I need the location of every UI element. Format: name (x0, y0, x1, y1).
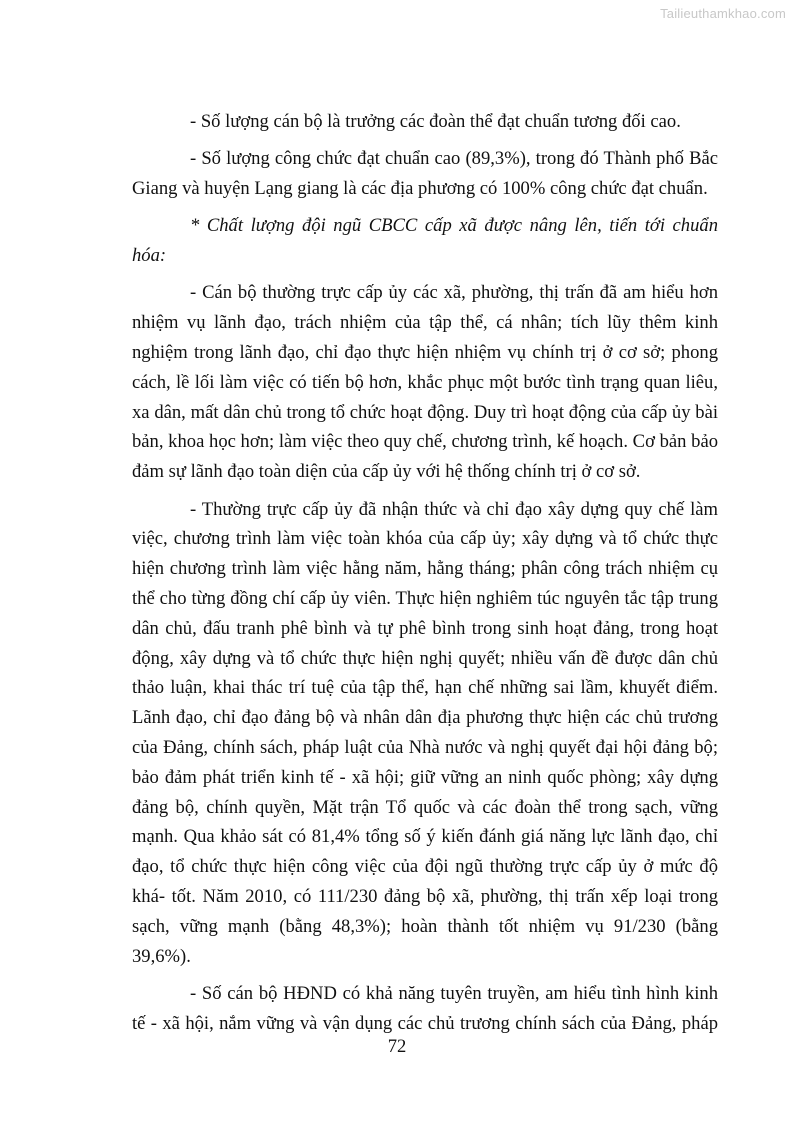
paragraph-1: - Số lượng cán bộ là trưởng các đoàn thể đạt chuẩn tương đối cao. (190, 111, 681, 132)
paragraph-4: - Thường trực cấp ủy đã nhận thức và chỉ đạo xây dựng quy chế làm việc, chương trình làm việc toàn khóa của cấp ủy; xây dựng và tổ chức thực hiện chương trình làm việc hằng năm, hằng tháng; phân công trách nhiệm cụ thể cho từng đồng chí cấp ủy viên. Thực hiện nghiêm túc nguyên tắc tập trung dân chủ, đấu tranh phê bình và tự phê bình trong sinh hoạt đảng, trong hoạt động, xây dựng và tổ chức thực hiện nghị quyết; nhiều vấn đề được dân chủ thảo luận, khai thác trí tuệ của tập thể, hạn chế những sai lầm, khuyết điểm. Lãnh đạo, chỉ đạo đảng bộ và nhân dân địa phương thực hiện các chủ trương của Đảng, chính sách, pháp luật của Nhà nước và nghị quyết đại hội đảng bộ; bảo đảm phát triển kinh tế - xã hội; giữ vững an ninh quốc phòng; xây dựng đảng bộ, chính quyền, Mặt trận Tổ quốc và các đoàn thể trong sạch, vững mạnh. Qua khảo sát có 81,4% tổng số ý kiến đánh giá năng lực lãnh đạo, chỉ đạo, tổ chức thực hiện công việc của đội ngũ thường trực cấp ủy ở mức độ khá- tốt. Năm 2010, có 111/230 đảng bộ xã, phường, thị trấn xếp loại trong sạch, vững mạnh (bằng 48,3%); hoàn thành tốt nhiệm vụ 91/230 (bằng 39,6%). (132, 498, 718, 967)
paragraph-3: - Cán bộ thường trực cấp ủy các xã, phường, thị trấn đã am hiểu hơn nhiệm vụ lãnh đạo, trách nhiệm của tập thể, cá nhân; tích lũy thêm kinh nghiệm trong lãnh đạo, chỉ đạo thực hiện nhiệm vụ chính trị ở cơ sở; phong cách, lề lối làm việc có tiến bộ hơn, khắc phục một bước tình trạng quan liêu, xa dân, mất dân chủ trong tổ chức hoạt động. Duy trì hoạt động của cấp ủy bài bản, khoa học hơn; làm việc theo quy chế, chương trình, kế hoạch. Cơ bản bảo đảm sự lãnh đạo toàn diện của cấp ủy với hệ thống chính trị ở cơ sở. (132, 282, 718, 483)
paragraph-5: - Số cán bộ HĐND có khả năng tuyên truyền, am hiểu tình hình kinh tế - xã hội, nắm vững và vận dụng các chủ trương chính sách của Đảng, pháp (132, 982, 718, 1034)
section-heading: * Chất lượng đội ngũ CBCC cấp xã được nâng lên, tiến tới chuẩn hóa: (132, 215, 718, 267)
paragraph-2: - Số lượng công chức đạt chuẩn cao (89,3%), trong đó Thành phố Bắc Giang và huyện Lạng giang là các địa phương có 100% công chức đạt chuẩn. (132, 148, 718, 200)
watermark: Tailieuthamkhao.com (660, 6, 786, 21)
page-number: 72 (387, 1036, 407, 1057)
page-body (132, 107, 718, 1046)
